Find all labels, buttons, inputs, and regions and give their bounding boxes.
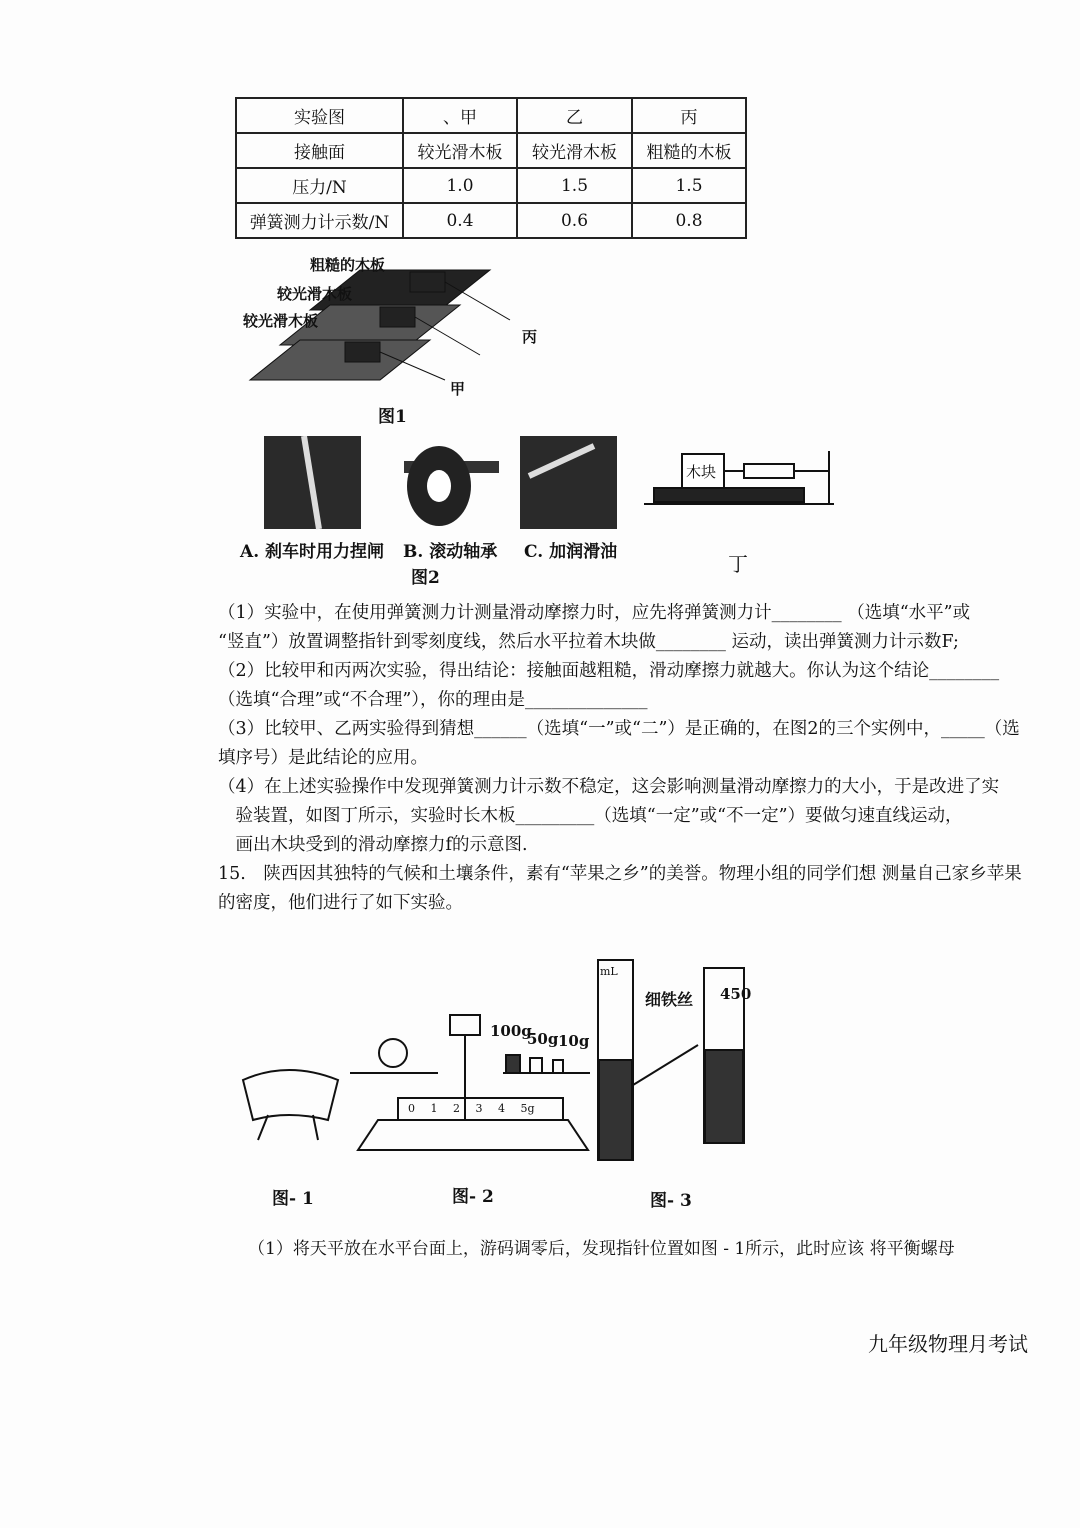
question-line: （1）实验中，在使用弹簧测力计测量滑动摩擦力时，应先将弹簧测力计________ （选填“水平”或 — [218, 603, 971, 623]
table-cell: 弹簧测力计示数/N — [236, 203, 403, 238]
weight-50g: 50g — [527, 1030, 559, 1048]
scale-tick: 4 — [498, 1102, 505, 1115]
table-row — [236, 203, 746, 238]
table-cell: 较光滑木板 — [403, 133, 517, 168]
table-cell: 1.0 — [403, 168, 517, 203]
table-cell: 0.4 — [403, 203, 517, 238]
table-row — [236, 133, 746, 168]
question-line: 15. 陕西因其独特的气候和土壤条件，素有“苹果之乡”的美誉。物理小组的同学们想 测量自己家乡苹果 — [218, 864, 1022, 884]
figure-2-images — [264, 436, 844, 536]
pointer-dial — [243, 1070, 338, 1140]
scale-tick: 2 — [453, 1102, 460, 1115]
table-header: 乙 — [517, 98, 632, 133]
fig2-caption: 图2 — [411, 568, 440, 588]
fig1-label-smooth: 较光滑木板 — [277, 285, 353, 303]
fig1-label-rough: 粗糙的木板 — [310, 256, 386, 274]
experiment-table — [235, 97, 747, 239]
apple-fig2-caption: 图- 2 — [452, 1187, 494, 1207]
fig2-item-a: A. 刹车时用力捏闸 — [240, 542, 385, 562]
table-cell: 较光滑木板 — [517, 133, 632, 168]
question-line: 验装置，如图丁所示，实验时长木板_________（选填“一定”或“不一定”）要做匀速直线运动， — [218, 806, 963, 826]
table-cell: 粗糙的木板 — [632, 133, 746, 168]
table-cell: 压力/N — [236, 168, 403, 203]
fig2-item-b: B. 滚动轴承 — [403, 542, 498, 562]
q15-part1: （1）将天平放在水平台面上，游码调零后，发现指针位置如图 - 1所示，此时应该 将平衡螺母 — [248, 1239, 955, 1259]
scale-tick: 3 — [475, 1102, 483, 1115]
weight-10g: 10g — [558, 1032, 590, 1050]
table-header: 丙 — [632, 98, 746, 133]
question-line: （2）比较甲和丙两次实验，得出结论：接触面越粗糙，滑动摩擦力就越大。你认为这个结论________ — [218, 661, 1000, 681]
scale-tick: 5g — [520, 1102, 535, 1115]
footer-title: 九年级物理月考试 — [868, 1332, 1028, 1356]
question-line: 填序号）是此结论的应用。 — [218, 748, 428, 768]
table-row — [236, 168, 746, 203]
iron-wire-label: 细铁丝 — [645, 990, 694, 1009]
apple-fig3-caption: 图- 3 — [650, 1191, 692, 1211]
slider-scale — [408, 1102, 535, 1115]
table-header: 实验图 — [236, 98, 403, 133]
apple-fig1-caption: 图- 1 — [272, 1189, 314, 1209]
scale-tick: 1 — [430, 1102, 438, 1115]
setup-ding — [644, 451, 834, 504]
fig-ding-caption: 丁 — [728, 552, 748, 576]
table-header-row — [236, 98, 746, 133]
fig1-tag-jia: 甲 — [450, 380, 466, 398]
question-line: “竖直”）放置调整指针到零刻度线，然后水平拉着木块做________ 运动，读出弹簧测力计示数F; — [218, 632, 959, 652]
question-line: 的密度，他们进行了如下实验。 — [218, 893, 463, 913]
bearing-image — [404, 446, 499, 526]
question-line: （3）比较甲、乙两实验得到猜想______（选填“一”或“二”）是正确的，在图2的三个实例中，_____（选 — [218, 719, 1020, 739]
table-cell: 接触面 — [236, 133, 403, 168]
fig1-label-smooth: 较光滑木板 — [243, 312, 319, 330]
ml-label: mL — [600, 965, 618, 978]
table-cell: 1.5 — [632, 168, 746, 203]
fig2-item-c: C. 加润滑油 — [524, 542, 618, 562]
question-line: （选填“合理”或“不合理”），你的理由是______________ — [218, 690, 648, 710]
table-header: 、甲 — [403, 98, 517, 133]
brake-image — [264, 436, 361, 529]
question-line: 画出木块受到的滑动摩擦力f的示意图. — [218, 835, 528, 855]
questions-block — [218, 599, 1022, 918]
question-line: （4）在上述实验操作中发现弹簧测力计示数不稳定，这会影响测量滑动摩擦力的大小，于是改进了实 — [218, 777, 1000, 797]
weight-100g: 100g — [490, 1022, 532, 1040]
scale-tick: 0 — [408, 1102, 415, 1115]
block-label: 木块 — [686, 463, 717, 481]
table-cell: 0.6 — [517, 203, 632, 238]
lubricant-image — [520, 436, 617, 529]
fig1-tag-bing: 丙 — [522, 328, 538, 346]
apple-figures — [238, 940, 758, 1170]
fig1-caption: 图1 — [378, 407, 407, 427]
table-cell: 1.5 — [517, 168, 632, 203]
table-cell: 0.8 — [632, 203, 746, 238]
reading-450: 450 — [720, 985, 752, 1003]
